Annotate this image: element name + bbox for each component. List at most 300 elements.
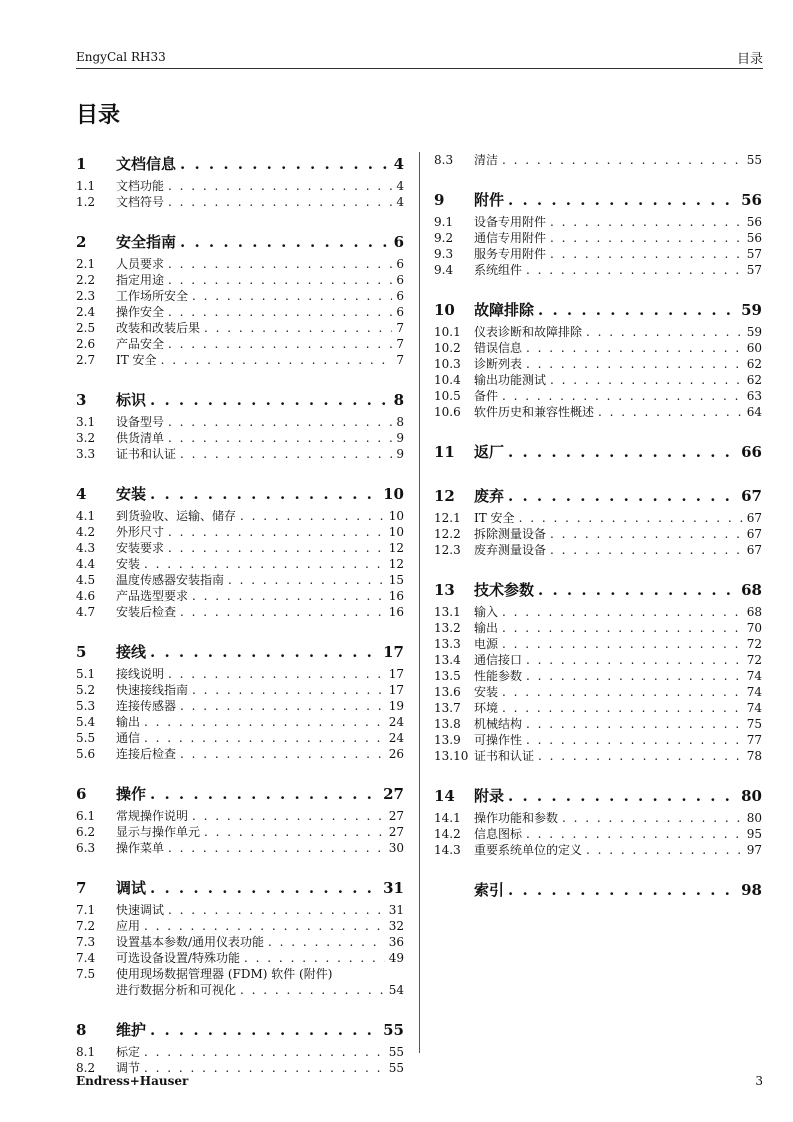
dot-leader (150, 388, 390, 412)
entry-page: 24 (388, 731, 404, 745)
entry-title: 安装要求 (116, 541, 165, 555)
entry-page: 67 (746, 543, 762, 557)
entry-title: 可操作性 (474, 733, 523, 747)
entry-number: 5.3 (76, 699, 96, 713)
toc-section (76, 640, 404, 762)
toc-entry[interactable] (434, 246, 762, 262)
entry-page: 10 (388, 525, 404, 539)
toc-section (434, 484, 762, 558)
dot-leader (144, 730, 385, 746)
dot-leader (168, 272, 392, 288)
entry-page: 59 (741, 301, 762, 319)
toc-entry[interactable] (434, 700, 762, 716)
entry-title: 故障排除 (474, 301, 535, 319)
entry-title: 性能参数 (474, 669, 523, 683)
entry-number: 3.1 (76, 415, 96, 429)
entry-page: 17 (388, 667, 404, 681)
entry-number: 2.2 (76, 273, 96, 287)
entry-number: 10.3 (434, 357, 461, 371)
entry-number: 7.4 (76, 951, 96, 965)
entry-page: 7 (396, 337, 404, 351)
entry-number: 4 (76, 485, 87, 503)
toc-section (434, 298, 762, 420)
entry-page: 8 (396, 415, 404, 429)
column-divider (419, 152, 420, 1053)
entry-page: 24 (388, 715, 404, 729)
toc-entry[interactable] (434, 526, 762, 542)
toc-entry[interactable] (76, 320, 404, 336)
entry-page: 56 (746, 231, 762, 245)
entry-number: 13.6 (434, 685, 461, 699)
toc-entry[interactable] (76, 698, 404, 714)
toc-section (76, 482, 404, 620)
entry-number: 5.5 (76, 731, 96, 745)
entry-number: 6 (76, 785, 87, 803)
toc-entry[interactable] (434, 388, 762, 404)
entry-number: 5 (76, 643, 87, 661)
toc-chapter[interactable] (434, 188, 762, 212)
entry-number: 5.2 (76, 683, 96, 697)
dot-leader (180, 604, 385, 620)
toc-entry[interactable] (434, 542, 762, 558)
entry-title: 连接传感器 (116, 699, 177, 713)
entry-page: 17 (383, 643, 404, 661)
entry-number: 2.3 (76, 289, 96, 303)
entry-number: 4.4 (76, 557, 96, 571)
entry-title: 输出功能测试 (474, 373, 547, 387)
entry-number: 4.3 (76, 541, 96, 555)
toc-entry[interactable] (76, 288, 404, 304)
toc-entry[interactable] (434, 810, 762, 826)
toc-entry[interactable] (76, 918, 404, 934)
entry-number: 13.9 (434, 733, 461, 747)
dot-leader (550, 214, 743, 230)
entry-page: 31 (388, 903, 404, 917)
entry-number: 9.4 (434, 263, 454, 277)
dot-leader (150, 782, 379, 806)
entry-number: 8.2 (76, 1061, 96, 1075)
dot-leader (192, 288, 392, 304)
toc-entry[interactable] (434, 684, 762, 700)
dot-leader (502, 604, 743, 620)
entry-title: 产品选型要求 (116, 589, 189, 603)
toc-section (434, 578, 762, 764)
entry-number: 2 (76, 233, 87, 251)
toc-entry[interactable] (76, 588, 404, 604)
entry-number: 10.1 (434, 325, 461, 339)
entry-title: 快速调试 (116, 903, 165, 917)
entry-page: 63 (746, 389, 762, 403)
entry-page: 36 (388, 935, 404, 949)
dot-leader (144, 714, 385, 730)
toc-entry[interactable] (76, 950, 404, 966)
entry-page: 7 (396, 321, 404, 335)
entry-title: 改装和改装后果 (116, 321, 201, 335)
toc-entry[interactable] (76, 730, 404, 746)
dot-leader (192, 588, 385, 604)
entry-title: 设备型号 (116, 415, 165, 429)
dot-leader (538, 578, 737, 602)
entry-title: 安装后检查 (116, 605, 177, 619)
toc-section (76, 1018, 404, 1076)
dot-leader (550, 246, 743, 262)
entry-title: 软件历史和兼容性概述 (474, 405, 595, 419)
dot-leader (168, 194, 392, 210)
entry-page: 12 (388, 541, 404, 555)
entry-number: 14.1 (434, 811, 461, 825)
toc-entry[interactable] (76, 840, 404, 856)
entry-page: 72 (746, 653, 762, 667)
dot-leader (526, 356, 743, 372)
entry-number: 10.4 (434, 373, 461, 387)
entry-title: 拆除测量设备 (474, 527, 547, 541)
dot-leader (502, 684, 743, 700)
entry-page: 64 (746, 405, 762, 419)
dot-leader (508, 784, 737, 808)
entry-title: 常规操作说明 (116, 809, 189, 823)
toc-entry[interactable] (76, 556, 404, 572)
dot-leader (598, 404, 743, 420)
entry-number: 4.1 (76, 509, 96, 523)
entry-title: 调试 (116, 879, 147, 897)
entry-page: 55 (383, 1021, 404, 1039)
toc-entry-continued[interactable] (76, 982, 404, 998)
entry-title: 使用现场数据管理器 (FDM) 软件 (附件) (116, 967, 333, 981)
entry-page: 15 (388, 573, 404, 587)
dot-leader (144, 918, 385, 934)
entry-title: 环境 (474, 701, 499, 715)
entry-page: 6 (396, 289, 404, 303)
entry-page: 4 (396, 179, 404, 193)
toc-chapter[interactable] (76, 640, 404, 664)
toc-entry[interactable] (76, 352, 404, 368)
dot-leader (526, 262, 743, 278)
entry-title: 连接后检查 (116, 747, 177, 761)
dot-leader (150, 1018, 379, 1042)
entry-page: 68 (741, 581, 762, 599)
toc-entry[interactable] (76, 604, 404, 620)
dot-leader (538, 298, 737, 322)
entry-page: 57 (746, 263, 762, 277)
toc-entry[interactable] (76, 414, 404, 430)
toc-entry[interactable] (76, 966, 404, 982)
dot-leader (192, 682, 385, 698)
entry-page: 66 (741, 443, 762, 461)
dot-leader (538, 748, 743, 764)
entry-title: 操作功能和参数 (474, 811, 559, 825)
toc-chapter[interactable] (76, 482, 404, 506)
dot-leader (519, 510, 743, 526)
toc-entry[interactable] (434, 668, 762, 684)
toc-chapter[interactable] (76, 876, 404, 900)
entry-page: 16 (388, 605, 404, 619)
entry-title: 设置基本参数/通用仪表功能 (116, 935, 265, 949)
dot-leader (150, 640, 379, 664)
entry-title: 证书和认证 (474, 749, 535, 763)
entry-number: 9.1 (434, 215, 454, 229)
entry-page: 27 (383, 785, 404, 803)
entry-title: 接线 (116, 643, 147, 661)
toc-entry[interactable] (434, 732, 762, 748)
toc-chapter[interactable] (434, 878, 762, 902)
toc-entry[interactable] (76, 902, 404, 918)
entry-number: 1.2 (76, 195, 96, 209)
entry-title: 标定 (116, 1045, 141, 1059)
toc-entry[interactable] (434, 230, 762, 246)
toc-chapter[interactable] (76, 152, 404, 176)
entry-page: 31 (383, 879, 404, 897)
toc-entry[interactable] (76, 304, 404, 320)
entry-page: 7 (396, 353, 404, 367)
entry-number: 4.2 (76, 525, 96, 539)
entry-title: 返厂 (474, 443, 505, 461)
entry-number: 7.3 (76, 935, 96, 949)
entry-page: 67 (741, 487, 762, 505)
toc-section (76, 152, 404, 210)
page-header (76, 46, 763, 69)
entry-title: 操作 (116, 785, 147, 803)
dot-leader (240, 508, 385, 524)
entry-number: 13.5 (434, 669, 461, 683)
entry-title: 文档信息 (116, 155, 177, 173)
dot-leader (228, 572, 385, 588)
entry-title: 文档符号 (116, 195, 165, 209)
entry-number: 3.2 (76, 431, 96, 445)
entry-number: 10.6 (434, 405, 461, 419)
entry-number: 7.5 (76, 967, 96, 981)
toc-entry[interactable] (434, 340, 762, 356)
dot-leader (550, 542, 743, 558)
entry-number: 13.1 (434, 605, 461, 619)
dot-leader (168, 430, 392, 446)
toc-entry[interactable] (434, 404, 762, 420)
toc-entry[interactable] (434, 152, 762, 168)
entry-number: 2.6 (76, 337, 96, 351)
page-number: 3 (755, 1074, 763, 1088)
entry-title: 可选设备设置/特殊功能 (116, 951, 241, 965)
toc-entry[interactable] (76, 666, 404, 682)
entry-title: 服务专用附件 (474, 247, 547, 261)
dot-leader (168, 336, 392, 352)
dot-leader (526, 732, 743, 748)
toc-entry[interactable] (434, 324, 762, 340)
dot-leader (168, 256, 392, 272)
toc-entry[interactable] (76, 540, 404, 556)
entry-title: 备件 (474, 389, 499, 403)
entry-title: 仪表诊断和故障排除 (474, 325, 583, 339)
toc-chapter[interactable] (76, 782, 404, 806)
toc-entry[interactable] (434, 716, 762, 732)
entry-number: 4.5 (76, 573, 96, 587)
dot-leader (192, 808, 385, 824)
dot-leader (550, 526, 743, 542)
toc-entry[interactable] (434, 604, 762, 620)
dot-leader (586, 842, 743, 858)
entry-page: 55 (388, 1061, 404, 1075)
toc-entry[interactable] (76, 1044, 404, 1060)
toc-chapter[interactable] (434, 578, 762, 602)
entry-number: 8.1 (76, 1045, 96, 1059)
entry-title: 温度传感器安装指南 (116, 573, 225, 587)
entry-title: 安全指南 (116, 233, 177, 251)
toc-section (76, 230, 404, 368)
entry-title: 设备专用附件 (474, 215, 547, 229)
dot-leader (180, 446, 392, 462)
dot-leader (550, 372, 743, 388)
toc-entry[interactable] (76, 272, 404, 288)
toc-entry[interactable] (434, 652, 762, 668)
entry-page: 67 (746, 511, 762, 525)
toc-entry[interactable] (434, 372, 762, 388)
entry-number: 6.2 (76, 825, 96, 839)
toc-entry[interactable] (76, 572, 404, 588)
entry-number: 2.5 (76, 321, 96, 335)
dot-leader (526, 668, 743, 684)
dot-leader (562, 810, 743, 826)
dot-leader (502, 620, 743, 636)
entry-page: 57 (746, 247, 762, 261)
dot-leader (508, 188, 737, 212)
entry-title: 索引 (474, 881, 505, 899)
dot-leader (168, 178, 392, 194)
entry-title: 操作菜单 (116, 841, 165, 855)
entry-number: 5.1 (76, 667, 96, 681)
entry-title: 信息图标 (474, 827, 523, 841)
toc-entry[interactable] (434, 636, 762, 652)
entry-title: 废弃测量设备 (474, 543, 547, 557)
toc-chapter[interactable] (76, 1018, 404, 1042)
dot-leader (526, 652, 743, 668)
entry-page: 26 (388, 747, 404, 761)
dot-leader (144, 1044, 385, 1060)
entry-page: 30 (388, 841, 404, 855)
entry-page: 4 (393, 155, 404, 173)
entry-title: 文档功能 (116, 179, 165, 193)
toc-entry[interactable] (76, 824, 404, 840)
dot-leader (586, 324, 743, 340)
toc-entry[interactable] (76, 508, 404, 524)
toc-chapter[interactable] (434, 484, 762, 508)
entry-title: 产品安全 (116, 337, 165, 351)
dot-leader (168, 840, 385, 856)
entry-number: 7.1 (76, 903, 96, 917)
entry-page: 70 (746, 621, 762, 635)
toc-entry[interactable] (76, 446, 404, 462)
toc-section (76, 876, 404, 998)
dot-leader (180, 698, 385, 714)
toc-entry[interactable] (76, 194, 404, 210)
dot-leader (204, 824, 385, 840)
entry-page: 78 (746, 749, 762, 763)
toc-entry[interactable] (434, 262, 762, 278)
entry-number: 14 (434, 787, 455, 805)
entry-title: 外形尺寸 (116, 525, 165, 539)
entry-title: 维护 (116, 1021, 147, 1039)
footer-brand: Endress+Hauser (76, 1074, 189, 1088)
toc-section (434, 188, 762, 278)
entry-number: 11 (434, 443, 455, 461)
toc-section (76, 782, 404, 856)
dot-leader (180, 230, 390, 254)
toc-chapter[interactable] (434, 440, 762, 464)
entry-number: 9.3 (434, 247, 454, 261)
toc-entry[interactable] (434, 620, 762, 636)
toc-entry[interactable] (434, 842, 762, 858)
toc-entry[interactable] (76, 682, 404, 698)
entry-page: 6 (396, 305, 404, 319)
toc-entry[interactable] (434, 356, 762, 372)
entry-page: 10 (383, 485, 404, 503)
toc-column-right (434, 152, 762, 904)
toc-chapter[interactable] (434, 784, 762, 808)
entry-page: 6 (396, 257, 404, 271)
entry-page: 9 (396, 431, 404, 445)
entry-title: 安装 (116, 557, 141, 571)
dot-leader (144, 556, 385, 572)
entry-number: 12.1 (434, 511, 461, 525)
toc-entry[interactable] (76, 934, 404, 950)
toc-entry[interactable] (76, 430, 404, 446)
entry-page: 60 (746, 341, 762, 355)
toc-entry[interactable] (434, 214, 762, 230)
toc-chapter[interactable] (76, 388, 404, 412)
dot-leader (502, 388, 743, 404)
entry-page: 9 (396, 447, 404, 461)
entry-number: 13 (434, 581, 455, 599)
entry-title: 附录 (474, 787, 505, 805)
entry-title: 证书和认证 (116, 447, 177, 461)
entry-number: 10.5 (434, 389, 461, 403)
entry-title: 安装 (116, 485, 147, 503)
entry-page: 75 (746, 717, 762, 731)
toc-chapter[interactable] (76, 230, 404, 254)
dot-leader (161, 352, 393, 368)
toc-entry[interactable] (434, 510, 762, 526)
toc-chapter[interactable] (434, 298, 762, 322)
toc-entry[interactable] (434, 748, 762, 764)
entry-number: 1 (76, 155, 87, 173)
dot-leader (526, 340, 743, 356)
dot-leader (244, 950, 385, 966)
entry-number: 6.3 (76, 841, 96, 855)
dot-leader (168, 666, 385, 682)
toc-entry[interactable] (76, 336, 404, 352)
toc-entry[interactable] (76, 808, 404, 824)
entry-page: 97 (746, 843, 762, 857)
toc-entry[interactable] (76, 714, 404, 730)
toc-entry[interactable] (434, 826, 762, 842)
entry-page: 27 (388, 809, 404, 823)
entry-number: 13.8 (434, 717, 461, 731)
toc-entry[interactable] (76, 178, 404, 194)
dot-leader (168, 524, 385, 540)
toc-entry[interactable] (76, 746, 404, 762)
entry-title: 进行数据分析和可视化 (116, 983, 237, 997)
entry-title: 技术参数 (474, 581, 535, 599)
entry-page: 27 (388, 825, 404, 839)
entry-page: 56 (746, 215, 762, 229)
entry-page: 54 (388, 983, 404, 997)
entry-page: 77 (746, 733, 762, 747)
entry-title: IT 安全 (116, 353, 157, 367)
entry-number: 5.4 (76, 715, 96, 729)
entry-title: 通信接口 (474, 653, 523, 667)
entry-title: 快速接线指南 (116, 683, 189, 697)
dot-leader (168, 414, 392, 430)
toc-entry[interactable] (76, 256, 404, 272)
entry-page: 56 (741, 191, 762, 209)
toc-entry[interactable] (76, 524, 404, 540)
